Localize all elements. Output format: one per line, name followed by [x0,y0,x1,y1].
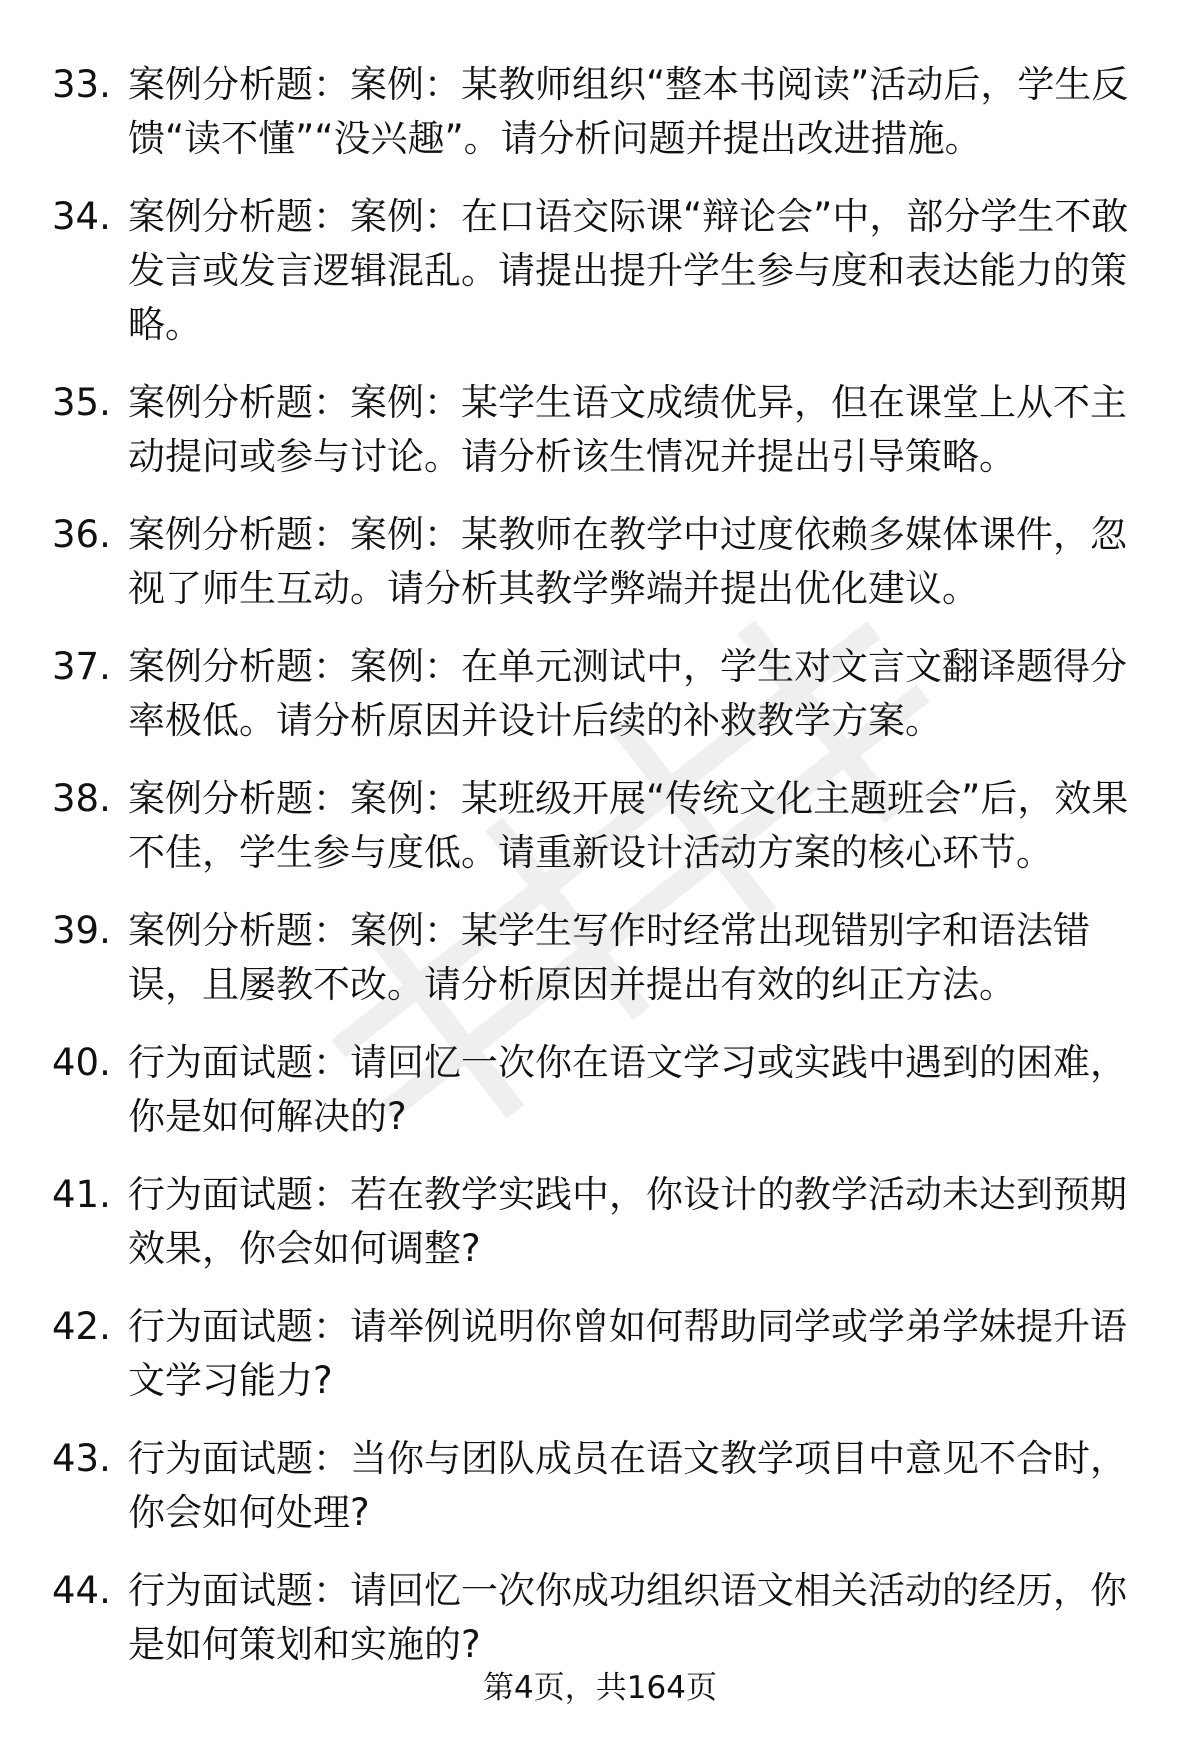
question-item [52,1432,1150,1540]
question-text: 行为面试题：若在教学实践中，你设计的教学活动未达到预期效果，你会如何调整? [128,1173,1127,1270]
question-item [52,376,1150,484]
question-item [52,1564,1150,1672]
question-text: 行为面试题：请回忆一次你在语文学习或实践中遇到的困难，你是如何解决的? [128,1041,1127,1138]
question-number: 38. [52,777,111,820]
question-text: 行为面试题：请举例说明你曾如何帮助同学或学弟学妹提升语文学习能力? [128,1305,1127,1402]
question-number: 36. [52,513,111,556]
question-text: 案例分析题：案例：某教师在教学中过度依赖多媒体课件，忽视了师生互动。请分析其教学弊端并提出优化建议。 [128,513,1127,610]
question-item [52,1300,1150,1408]
page-number-footer: 第4页，共164页 [483,1670,717,1706]
question-item [52,1036,1150,1144]
question-text: 案例分析题：案例：某班级开展“传统文化主题班会”后，效果不佳，学生参与度低。请重新设计活动方案的核心环节。 [128,777,1129,874]
question-text: 案例分析题：案例：某学生语文成绩优异，但在课堂上从不主动提问或参与讨论。请分析该生情况并提出引导策略。 [128,381,1127,478]
question-number: 42. [52,1305,111,1348]
question-item [52,772,1150,880]
question-item [52,1168,1150,1276]
question-item [52,640,1150,748]
question-text: 案例分析题：案例：某教师组织“整本书阅读”活动后，学生反馈“读不懂”“没兴趣”。请分析问题并提出改进措施。 [128,63,1129,160]
question-text: 案例分析题：案例：某学生写作时经常出现错别字和语法错误，且屡教不改。请分析原因并提出有效的纠正方法。 [128,909,1090,1006]
question-number: 41. [52,1173,111,1216]
question-number: 37. [52,645,111,688]
question-list [52,58,1150,1696]
question-number: 34. [52,195,111,238]
question-text: 案例分析题：案例：在单元测试中，学生对文言文翻译题得分率极低。请分析原因并设计后续的补救教学方案。 [128,645,1127,742]
question-text: 行为面试题：请回忆一次你成功组织语文相关活动的经历，你是如何策划和实施的? [128,1569,1127,1666]
question-item [52,190,1150,352]
question-text: 行为面试题：当你与团队成员在语文教学项目中意见不合时，你会如何处理? [128,1437,1127,1534]
question-number: 35. [52,381,111,424]
question-text: 案例分析题：案例：在口语交际课“辩论会”中，部分学生不敢发言或发言逻辑混乱。请提出提升学生参与度和表达能力的策略。 [128,195,1129,346]
question-item [52,904,1150,1012]
question-item [52,58,1150,166]
question-number: 39. [52,909,111,952]
question-item [52,508,1150,616]
question-number: 33. [52,63,111,106]
question-number: 43. [52,1437,111,1480]
question-number: 44. [52,1569,111,1612]
question-number: 40. [52,1041,111,1084]
